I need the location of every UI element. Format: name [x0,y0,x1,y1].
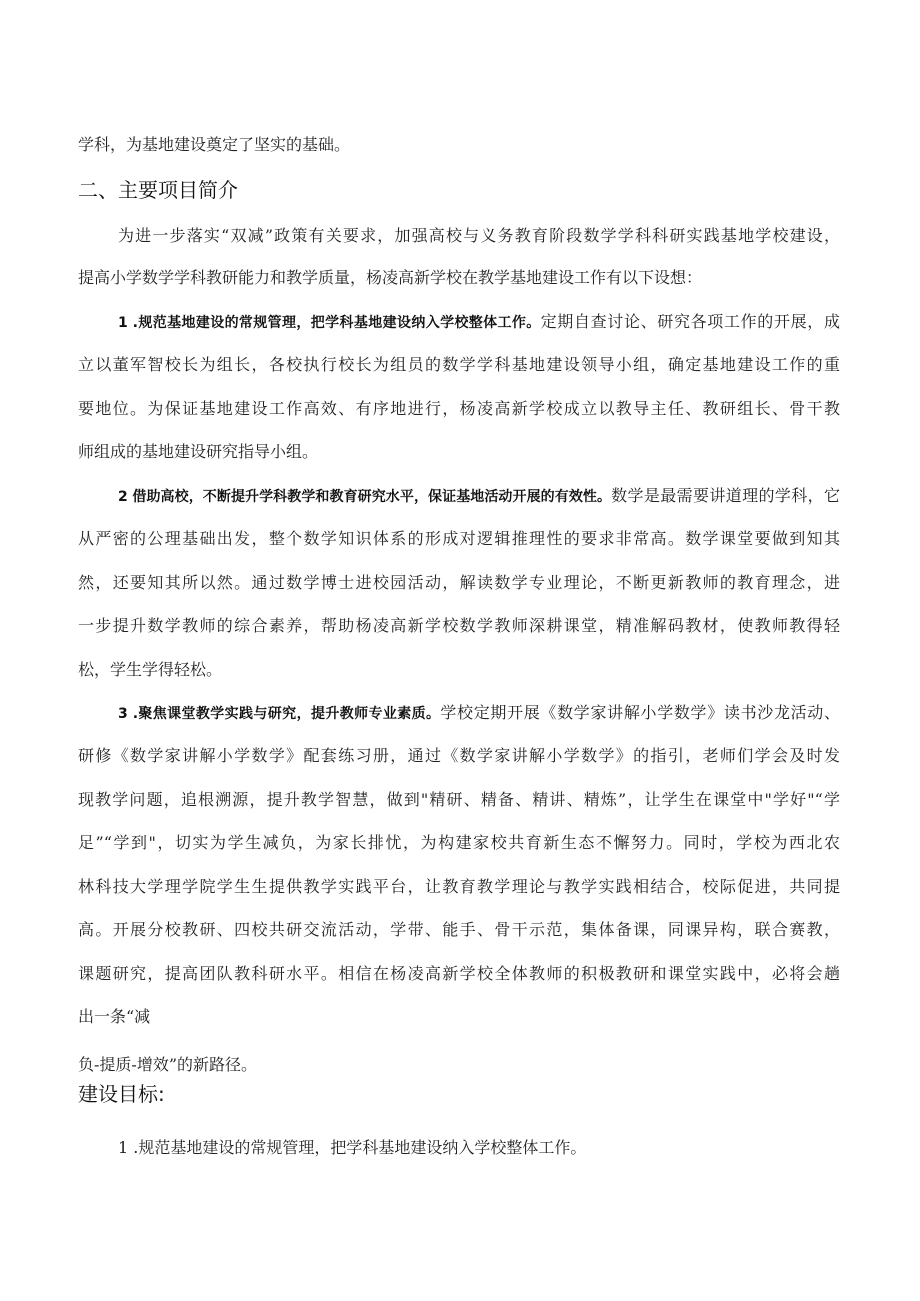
item3-line: 现教学问题，追根溯源，提升教学智慧，做到"精研、精备、精讲、精炼”，让学生在课堂中"学好"“学 [78,790,840,809]
item1-line: 要地位。为保证基地建设工作高效、有序地进行，杨凌高新学校成立以教导主任、教研组长、骨干教 [78,399,840,418]
item3-line: 研修《数学家讲解小学数学》配套练习册，通过《数学家讲解小学数学》的指引，老师们学会及时发 [78,746,840,765]
item3-line: 课题研究，提高团队教科研水平。相信在杨凌高新学校全体教师的积极教研和课堂实践中，必将会趟 [78,964,840,983]
intro-para-line-1: 为进一步落实“双减”政策有关要求，加强高校与义务教育阶段数学学科科研实践基地学校建设， [118,226,840,245]
intro-para-line-2: 提高小学数学学科教研能力和教学质量，杨凌高新学校在教学基地建设工作有以下设想： [78,268,703,287]
item3-line: 高。开展分校教研、四校共研交流活动，学带、能手、骨干示范，集体备课，同课异构，联合赛教， [78,920,840,939]
goals-item-1: 1 .规范基地建设的常规管理，把学科基地建设纳入学校整体工作。 [118,1138,587,1157]
item1-first-line [118,312,840,333]
item2-first-rest: 数学是最需要讲道理的学科，它 [611,486,840,505]
item1-line: 立以董军智校长为组长，各校执行校长为组员的数学学科基地建设领导小组，确定基地建设工作的重 [78,355,840,374]
item1-line: 师组成的基地建设研究指导小组。 [78,442,319,461]
item3-line: 出一条“减 [78,1007,151,1026]
item3-line: 负-提质-增效”的新路径。 [78,1055,257,1074]
item1-first-rest: 定期自查讨论、研究各项工作的开展，成 [540,312,840,331]
item3-line: 林科技大学理学院学生生提供教学实践平台，让教育教学理论与教学实践相结合，校际促进，共同提 [78,877,840,896]
item2-line: 从严密的公理基础出发，整个数学知识体系的形成对逻辑推理性的要求非常高。数学课堂要做到知其 [78,529,840,548]
section-heading-goals: 建设目标: [78,1082,165,1106]
item2-first-line [118,486,840,507]
item3-line: 足”“学到"，切实为学生减负，为家长排忧，为构建家校共育新生态不懈努力。同时，学校为西北农 [78,833,840,852]
section-heading-main-projects: 二、主要项目简介 [78,178,238,202]
item2-line: 一步提升数学教师的综合素养，帮助杨凌高新学校数学教师深耕课堂，精准解码教材，使教师教得轻 [78,616,840,635]
intro-tail-line: 学科，为基地建设奠定了坚实的基础。 [78,135,351,154]
item1-lead: 1 .规范基地建设的常规管理，把学科基地建设纳入学校整体工作。 [118,315,541,331]
item2-line: 松，学生学得轻松。 [78,660,223,679]
item3-first-rest: 学校定期开展《数学家讲解小学数学》读书沙龙活动、 [440,703,840,722]
item3-lead: 3 .聚焦课堂教学实践与研究，提升教师专业素质。 [118,706,441,722]
item3-first-line [118,703,840,724]
item2-line: 然，还要知其所以然。通过数学博士进校园活动，解读数学专业理论，不断更新教师的教育理念，进 [78,573,840,592]
item2-lead: 2 借助高校，不断提升学科教学和教育研究水平，保证基地活动开展的有效性。 [118,489,612,505]
